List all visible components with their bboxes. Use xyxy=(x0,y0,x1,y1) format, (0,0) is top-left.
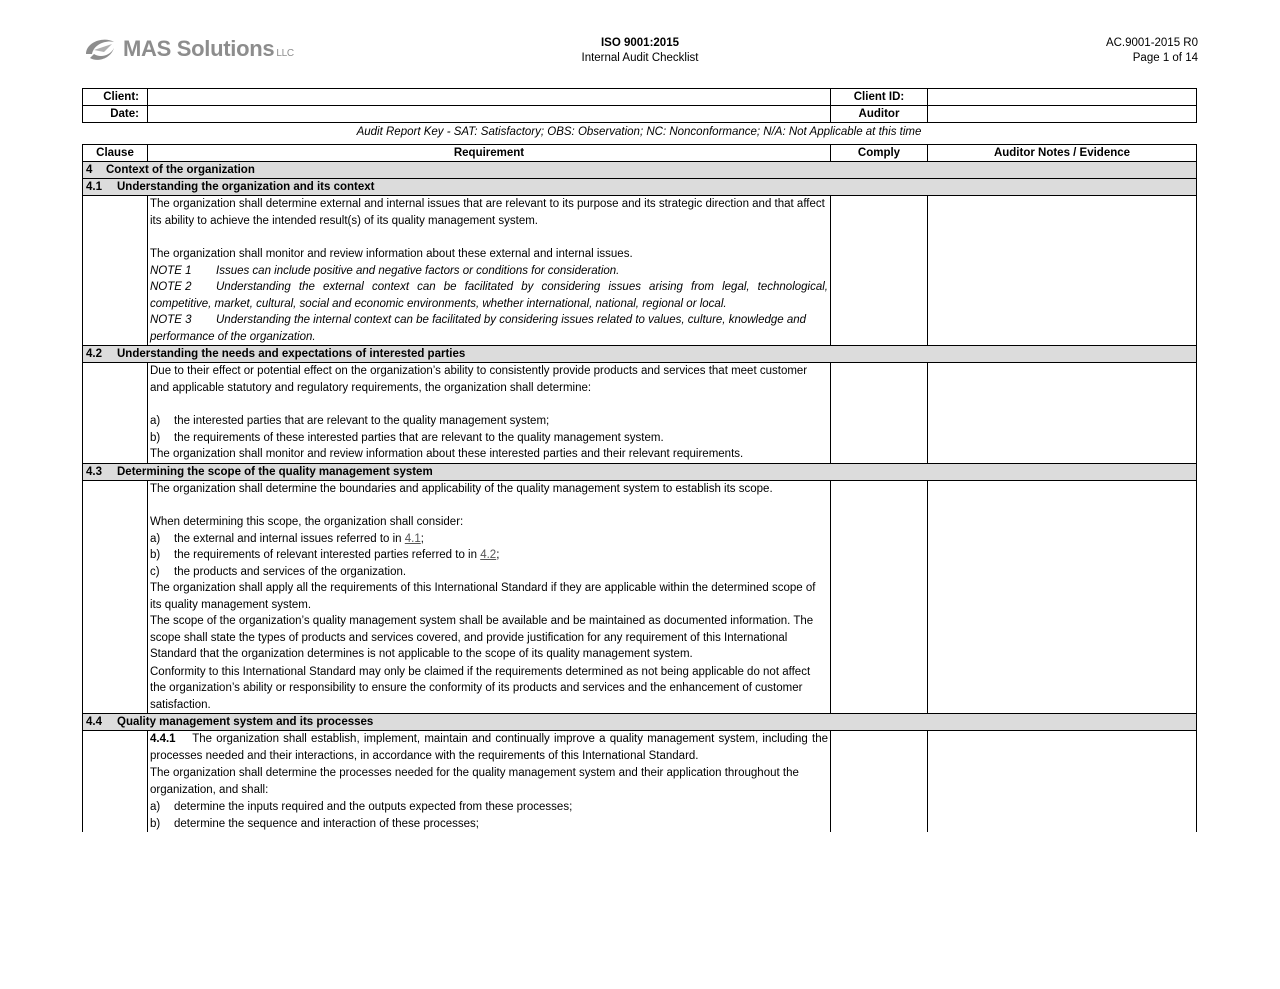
requirement-text: When determining this scope, the organization shall consider: xyxy=(150,516,464,528)
comply-cell[interactable] xyxy=(831,196,928,346)
client-id-field[interactable] xyxy=(928,89,1197,106)
client-label: Client: xyxy=(83,89,148,106)
document-header xyxy=(440,36,840,66)
list-item: a) determine the inputs required and the outputs expected from these processes; xyxy=(150,801,573,813)
section-number: 4.4 xyxy=(86,716,102,728)
list-item: b) determine the sequence and interaction of these processes; xyxy=(150,817,479,830)
clause-link-4-1[interactable]: 4.1 xyxy=(404,532,421,545)
client-id-label: Client ID: xyxy=(831,89,928,106)
list-item: a) the external and internal issues referred to in 4.1; xyxy=(150,532,424,545)
document-code: AC.9001-2015 R0 xyxy=(1105,37,1198,49)
requirement-row-4-2 xyxy=(83,363,1197,464)
requirement-text: Due to their effect or potential effect on the organization’s ability to consistently provide products and services that meet customer and applicable statutory and regulatory requirements, the organization shall determine: xyxy=(150,365,808,394)
notes-cell[interactable] xyxy=(928,731,1197,833)
requirement-text: 4.4.1 The organization shall establish, implement, maintain and continually improve a quality management system, including the processes needed and their interactions, in accordance with the requirements of this International Standard. xyxy=(150,733,828,762)
requirement-cell xyxy=(148,363,831,464)
section-title: Determining the scope of the quality management system xyxy=(117,465,433,478)
section-number: 4.3 xyxy=(86,465,102,478)
page-number: Page 1 of 14 xyxy=(1132,52,1198,64)
requirement-text: The organization shall monitor and review information about these interested parties and their relevant requirements. xyxy=(150,448,744,460)
comply-cell[interactable] xyxy=(831,480,928,714)
auditor-label: Auditor xyxy=(831,106,928,123)
clause-cell xyxy=(83,196,148,346)
swirl-logo-icon xyxy=(82,34,118,64)
clause-cell xyxy=(83,731,148,833)
note-3: NOTE 3 Understanding the internal context can be facilitated by considering issues related to values, culture, knowledge and performance of the organization. xyxy=(150,314,807,343)
requirement-text: The organization shall monitor and review information about these external and internal issues. xyxy=(150,248,633,260)
notes-header: Auditor Notes / Evidence xyxy=(928,145,1197,162)
section-title: Quality management system and its processes xyxy=(117,716,374,728)
clause-cell xyxy=(83,363,148,464)
section-row-4 xyxy=(83,162,1197,179)
client-info-table xyxy=(82,88,1197,123)
notes-cell[interactable] xyxy=(928,363,1197,464)
table-header-row xyxy=(83,145,1197,162)
requirement-text: The organization shall apply all the requirements of this International Standard if they are applicable within the determined scope of its quality management system. xyxy=(150,582,816,611)
note-1: NOTE 1 Issues can include positive and negative factors or conditions for consideration. xyxy=(150,264,620,277)
requirement-text: The scope of the organization’s quality management system shall be available and be maintained as documented information. The scope shall state the types of products and services covered, and provide justification for any requirement of this International Standard that the organization determines is not applicable to the scope of its quality management system. xyxy=(150,615,814,660)
comply-cell[interactable] xyxy=(831,363,928,464)
section-number: 4 xyxy=(86,164,93,176)
standard-title: ISO 9001:2015 xyxy=(600,37,679,49)
document-meta xyxy=(1106,36,1198,66)
client-field[interactable] xyxy=(148,89,831,106)
section-row-4-1 xyxy=(83,179,1197,196)
checklist-table xyxy=(82,144,1197,832)
notes-cell[interactable] xyxy=(928,196,1197,346)
requirement-cell xyxy=(148,196,831,346)
company-logo xyxy=(82,34,302,66)
auditor-field[interactable] xyxy=(928,106,1197,123)
requirement-row-4-1 xyxy=(83,196,1197,346)
requirement-text: The organization shall determine the processes needed for the quality management system and their application throughout the organization, and shall: xyxy=(150,767,799,796)
section-title: Context of the organization xyxy=(106,164,255,176)
date-label: Date: xyxy=(83,106,148,123)
comply-cell[interactable] xyxy=(831,731,928,833)
section-title: Understanding the needs and expectations of interested parties xyxy=(117,348,466,360)
section-number: 4.2 xyxy=(86,348,102,360)
section-row-4-3 xyxy=(83,463,1197,480)
document-title: Internal Audit Checklist xyxy=(581,52,699,64)
audit-report-key: Audit Report Key - SAT: Satisfactory; OBS: Observation; NC: Nonconformance; N/A: Not Applicable at this time xyxy=(356,126,922,138)
section-number: 4.1 xyxy=(86,181,102,193)
clause-cell xyxy=(83,480,148,714)
date-field[interactable] xyxy=(148,106,831,123)
notes-cell[interactable] xyxy=(928,480,1197,714)
requirement-text: The organization shall determine the boundaries and applicability of the quality management system to establish its scope. xyxy=(150,482,773,495)
requirement-cell xyxy=(148,731,831,833)
clause-link-4-2[interactable]: 4.2 xyxy=(480,549,497,561)
requirement-text: The organization shall determine external and internal issues that are relevant to its purpose and its strategic direction and that affect its ability to achieve the intended result(s) of its quality management system. xyxy=(150,198,825,227)
list-item: b) the requirements of these interested parties that are relevant to the quality management system. xyxy=(150,431,664,444)
note-2: NOTE 2 Understanding the external context can be facilitated by considering issues arising from legal, technological, competitive, market, cultural, social and economic environments, whether international, national, regional or local. xyxy=(150,281,828,310)
requirement-row-4-4 xyxy=(83,731,1197,833)
list-item: c) the products and services of the organization. xyxy=(150,565,407,578)
clause-header: Clause xyxy=(83,145,148,162)
requirement-cell xyxy=(148,480,831,714)
subclause-number: 4.4.1 xyxy=(150,733,176,745)
logo-text: MAS Solutions LLC xyxy=(123,36,294,61)
section-row-4-2 xyxy=(83,346,1197,363)
requirement-header: Requirement xyxy=(148,145,831,162)
section-row-4-4 xyxy=(83,714,1197,731)
comply-header: Comply xyxy=(831,145,928,162)
list-item: b) the requirements of relevant interested parties referred to in 4.2; xyxy=(150,549,500,561)
section-title: Understanding the organization and its context xyxy=(117,181,375,193)
list-item: a) the interested parties that are relevant to the quality management system; xyxy=(150,415,550,427)
requirement-row-4-3 xyxy=(83,480,1197,714)
requirement-text: Conformity to this International Standard may only be claimed if the requirements determined as not being applicable do not affect the organization’s ability or responsibility to ensure the conformity of its products and services and the enhancement of customer satisfaction. xyxy=(150,665,811,711)
